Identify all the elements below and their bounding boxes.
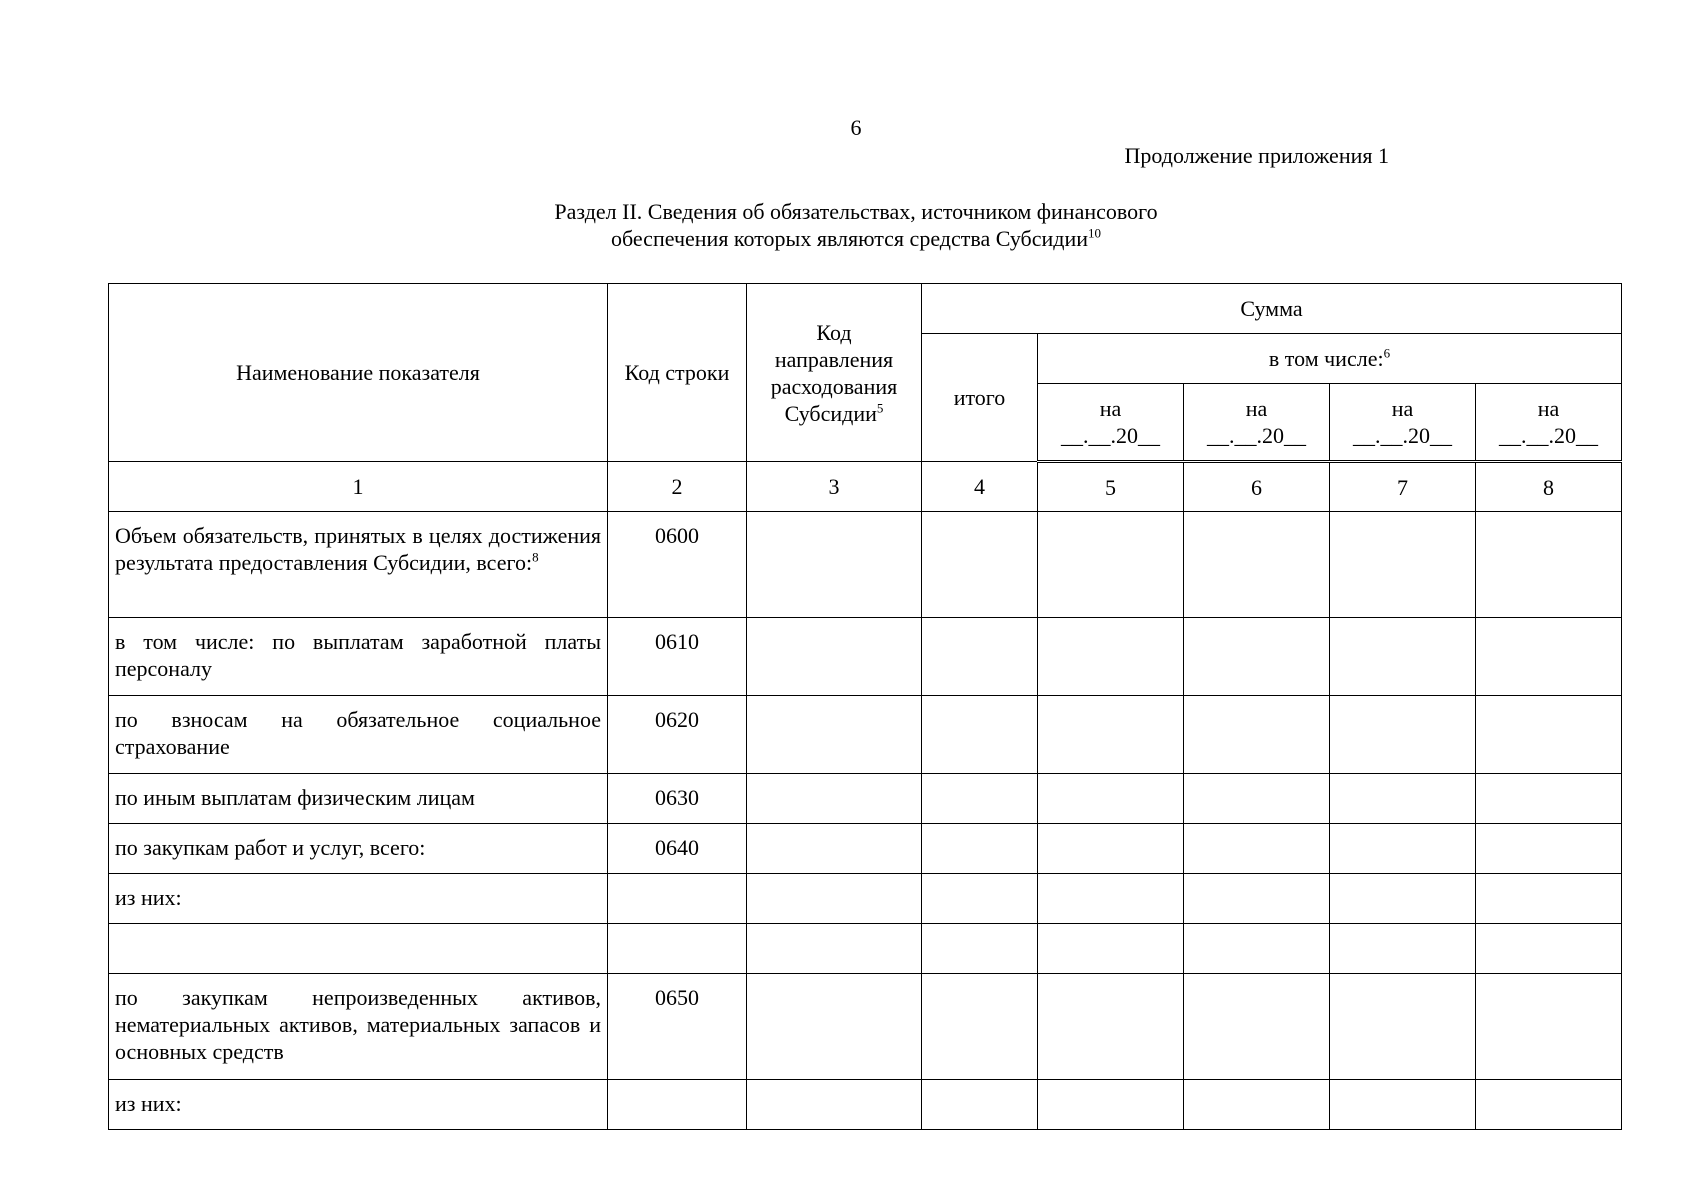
blank-value-cell: [1476, 824, 1622, 874]
date-prefix: на: [1537, 396, 1560, 421]
date-template: __.__.20__: [1353, 423, 1452, 448]
header-date-1: [1038, 384, 1184, 462]
header-date-3: [1330, 384, 1476, 462]
indicator-name: [109, 874, 608, 924]
header-date-4: [1476, 384, 1622, 462]
blank-value-cell: [1184, 774, 1330, 824]
section-title-line-2-text: обеспечения которых являются средства Субсидии: [610, 226, 1089, 251]
date-template: __.__.20__: [1061, 423, 1160, 448]
header-sum: Сумма: [922, 284, 1622, 334]
date-prefix: на: [1099, 396, 1122, 421]
blank-value-cell: [1476, 924, 1622, 974]
indicator-name-text: из них:: [115, 885, 182, 910]
blank-value-cell: [1330, 512, 1476, 618]
column-number: 2: [608, 462, 747, 512]
section-title-line-2: [0, 225, 1697, 252]
header-date-2: [1184, 384, 1330, 462]
row-code: [608, 1080, 747, 1130]
indicator-name: [109, 696, 608, 774]
column-number: 5: [1038, 462, 1184, 512]
blank-value-cell: [1184, 974, 1330, 1080]
blank-value-cell: [747, 824, 922, 874]
indicator-name-text: по иным выплатам физическим лицам: [115, 785, 475, 810]
blank-value-cell: [747, 974, 922, 1080]
blank-value-cell: [1330, 774, 1476, 824]
blank-value-cell: [1476, 774, 1622, 824]
indicator-name-text: из них:: [115, 1091, 182, 1116]
date-prefix: на: [1391, 396, 1414, 421]
blank-value-cell: [1330, 824, 1476, 874]
table-row: [109, 924, 1622, 974]
indicator-name: [109, 618, 608, 696]
header-row-1: [109, 284, 1622, 334]
column-number-row: [109, 462, 1622, 512]
date-prefix: на: [1245, 396, 1268, 421]
indicator-name-text: по взносам на обязательное социальное страхование: [115, 707, 601, 759]
blank-value-cell: [1038, 974, 1184, 1080]
table-row: [109, 974, 1622, 1080]
table-row: [109, 774, 1622, 824]
footnote-marker: 10: [1088, 225, 1102, 241]
table-row: [109, 618, 1622, 696]
blank-value-cell: [1184, 1080, 1330, 1130]
date-template: __.__.20__: [1499, 423, 1598, 448]
blank-value-cell: [747, 696, 922, 774]
blank-value-cell: [1184, 512, 1330, 618]
blank-value-cell: [1476, 974, 1622, 1080]
table-row: [109, 824, 1622, 874]
table-row: [109, 696, 1622, 774]
blank-value-cell: [1476, 618, 1622, 696]
header-direction-line-3: расходования: [770, 373, 898, 399]
indicator-name-text: Объем обязательств, принятых в целях достижения результата предоставления Субсидии, всего:: [115, 523, 601, 575]
blank-value-cell: [1330, 874, 1476, 924]
indicator-name: [109, 512, 608, 618]
blank-value-cell: [1038, 512, 1184, 618]
blank-value-cell: [1038, 696, 1184, 774]
indicator-name-text: по закупкам работ и услуг, всего:: [115, 835, 426, 860]
blank-value-cell: [922, 696, 1038, 774]
blank-value-cell: [1038, 1080, 1184, 1130]
blank-value-cell: [747, 924, 922, 974]
blank-value-cell: [1184, 824, 1330, 874]
column-number: 6: [1184, 462, 1330, 512]
blank-value-cell: [747, 1080, 922, 1130]
blank-value-cell: [1184, 696, 1330, 774]
header-row-code: Код строки: [608, 284, 747, 462]
blank-value-cell: [1476, 1080, 1622, 1130]
indicator-name-text: в том числе: по выплатам заработной платы персоналу: [115, 629, 601, 681]
blank-value-cell: [1330, 974, 1476, 1080]
row-code: 0600: [608, 512, 747, 618]
row-code: [608, 924, 747, 974]
blank-value-cell: [1184, 618, 1330, 696]
blank-value-cell: [1184, 924, 1330, 974]
blank-value-cell: [1038, 924, 1184, 974]
indicator-name-text: по закупкам непроизведенных активов, нематериальных активов, материальных запасов и основных средств: [115, 985, 601, 1064]
header-total: итого: [922, 334, 1038, 462]
blank-value-cell: [1038, 874, 1184, 924]
section-title: [0, 198, 1697, 252]
indicator-name: [109, 924, 608, 974]
blank-value-cell: [922, 1080, 1038, 1130]
column-number: 7: [1330, 462, 1476, 512]
indicator-name: [109, 774, 608, 824]
indicator-name: [109, 974, 608, 1080]
blank-value-cell: [922, 824, 1038, 874]
page-number: 6: [850, 115, 862, 140]
blank-value-cell: [1330, 696, 1476, 774]
footnote-marker: 8: [532, 549, 539, 565]
blank-value-cell: [922, 874, 1038, 924]
blank-value-cell: [922, 974, 1038, 1080]
footnote-marker: 5: [876, 400, 884, 416]
blank-value-cell: [922, 512, 1038, 618]
blank-value-cell: [747, 874, 922, 924]
column-number: 3: [747, 462, 922, 512]
table-row: [109, 874, 1622, 924]
blank-value-cell: [922, 618, 1038, 696]
blank-value-cell: [1476, 696, 1622, 774]
header-direction-line-1: Код: [816, 319, 852, 345]
date-template: __.__.20__: [1207, 423, 1306, 448]
blank-value-cell: [1476, 512, 1622, 618]
column-number: 8: [1476, 462, 1622, 512]
table-row: [109, 512, 1622, 618]
header-including: [1038, 334, 1622, 384]
footnote-marker: 6: [1383, 345, 1391, 361]
appendix-continuation-label: Продолжение приложения 1: [1124, 143, 1389, 168]
blank-value-cell: [922, 924, 1038, 974]
blank-value-cell: [1184, 874, 1330, 924]
blank-value-cell: [747, 774, 922, 824]
blank-value-cell: [1038, 824, 1184, 874]
blank-value-cell: [1476, 874, 1622, 924]
row-code: [608, 874, 747, 924]
row-code: 0620: [608, 696, 747, 774]
blank-value-cell: [1330, 618, 1476, 696]
header-direction-code: [747, 284, 922, 462]
row-code: 0610: [608, 618, 747, 696]
column-number: 1: [109, 462, 608, 512]
column-number: 4: [922, 462, 1038, 512]
indicator-name: [109, 1080, 608, 1130]
header-including-text: в том числе:: [1268, 346, 1384, 371]
obligations-table: [108, 283, 1622, 1130]
section-title-line-1: Раздел II. Сведения об обязательствах, источником финансового: [554, 199, 1158, 224]
row-code: 0630: [608, 774, 747, 824]
row-code: 0650: [608, 974, 747, 1080]
indicator-name: [109, 824, 608, 874]
blank-value-cell: [1038, 618, 1184, 696]
header-direction-line-4: [747, 400, 921, 427]
header-direction-line-4-text: Субсидии: [784, 400, 877, 426]
blank-value-cell: [747, 512, 922, 618]
blank-value-cell: [922, 774, 1038, 824]
blank-value-cell: [1330, 924, 1476, 974]
blank-value-cell: [747, 618, 922, 696]
header-name: Наименование показателя: [109, 284, 608, 462]
blank-value-cell: [1038, 774, 1184, 824]
header-direction-line-2: направления: [774, 346, 894, 372]
blank-value-cell: [1330, 1080, 1476, 1130]
table-row: [109, 1080, 1622, 1130]
row-code: 0640: [608, 824, 747, 874]
